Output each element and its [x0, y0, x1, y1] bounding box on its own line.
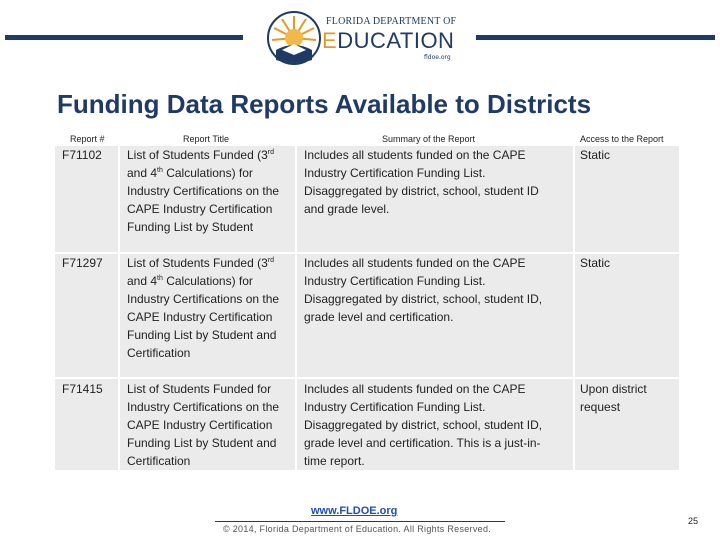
- column-divider: [573, 146, 575, 470]
- table-row-2-summary: Includes all students funded on the CAPE Industry Certification Funding List. Disaggregated by district, school, student ID, grade level and certification.: [304, 256, 543, 324]
- table-row-2-report-number: F71297: [62, 256, 103, 270]
- page-title: Funding Data Reports Available to Districts: [57, 89, 592, 119]
- table-row-3-report-number: F71415: [62, 382, 103, 396]
- header-rule-left: [5, 35, 243, 40]
- column-header-report-number: Report #: [70, 134, 105, 144]
- logo-education-word: [322, 28, 454, 54]
- sunburst-seal-icon: [266, 10, 322, 66]
- fldoe-website-link[interactable]: www.FLDOE.org: [311, 505, 398, 517]
- column-divider: [118, 146, 120, 470]
- column-header-summary: Summary of the Report: [382, 134, 476, 144]
- logo-org-name: FLORIDA DEPARTMENT OF: [326, 16, 457, 27]
- footer-divider: [215, 521, 505, 522]
- table-row-2-report-title: List of Students Funded (3rd and 4th Calculations) for Industry Certifications on the CAPE Industry Certification Funding List by Student and Certification: [127, 256, 280, 360]
- column-header-access: Access to the Report: [580, 134, 664, 144]
- table-row-1-access: Static: [580, 148, 611, 162]
- fldoe-logo[interactable]: [264, 8, 456, 68]
- logo-education-first-letter: E: [322, 28, 338, 53]
- copyright-notice: © 2014, Florida Department of Education. All Rights Reserved.: [223, 524, 492, 534]
- table-row-2-access: Static: [580, 256, 611, 270]
- column-header-report-title: Report Title: [183, 134, 230, 144]
- table-row-1-report-number: F71102: [62, 148, 102, 162]
- logo-education-rest: DUCATION: [337, 28, 455, 53]
- table-row-1-report-title: List of Students Funded (3rd and 4th Calculations) for Industry Certifications on the CAPE Industry Certification Funding List by Student: [127, 148, 280, 234]
- table-row-3-summary: Includes all students funded on the CAPE Industry Certification Funding List. Disaggregated by district, school, student ID, grade level and certification. This is a just-in- time report.: [304, 382, 543, 468]
- table-row-1-summary: Includes all students funded on the CAPE Industry Certification Funding List. Disaggregated by district, school, student ID and grade level.: [304, 148, 539, 216]
- logo-site: fldoe.org: [424, 54, 451, 61]
- column-divider: [295, 146, 297, 470]
- table-row-3-access: Upon district request: [580, 382, 647, 414]
- row-divider: [55, 377, 679, 379]
- page-number: 25: [688, 516, 699, 526]
- header-rule-right: [476, 35, 715, 40]
- table-row-3-report-title: List of Students Funded for Industry Certifications on the CAPE Industry Certification Funding List by Student and Certification: [127, 382, 280, 468]
